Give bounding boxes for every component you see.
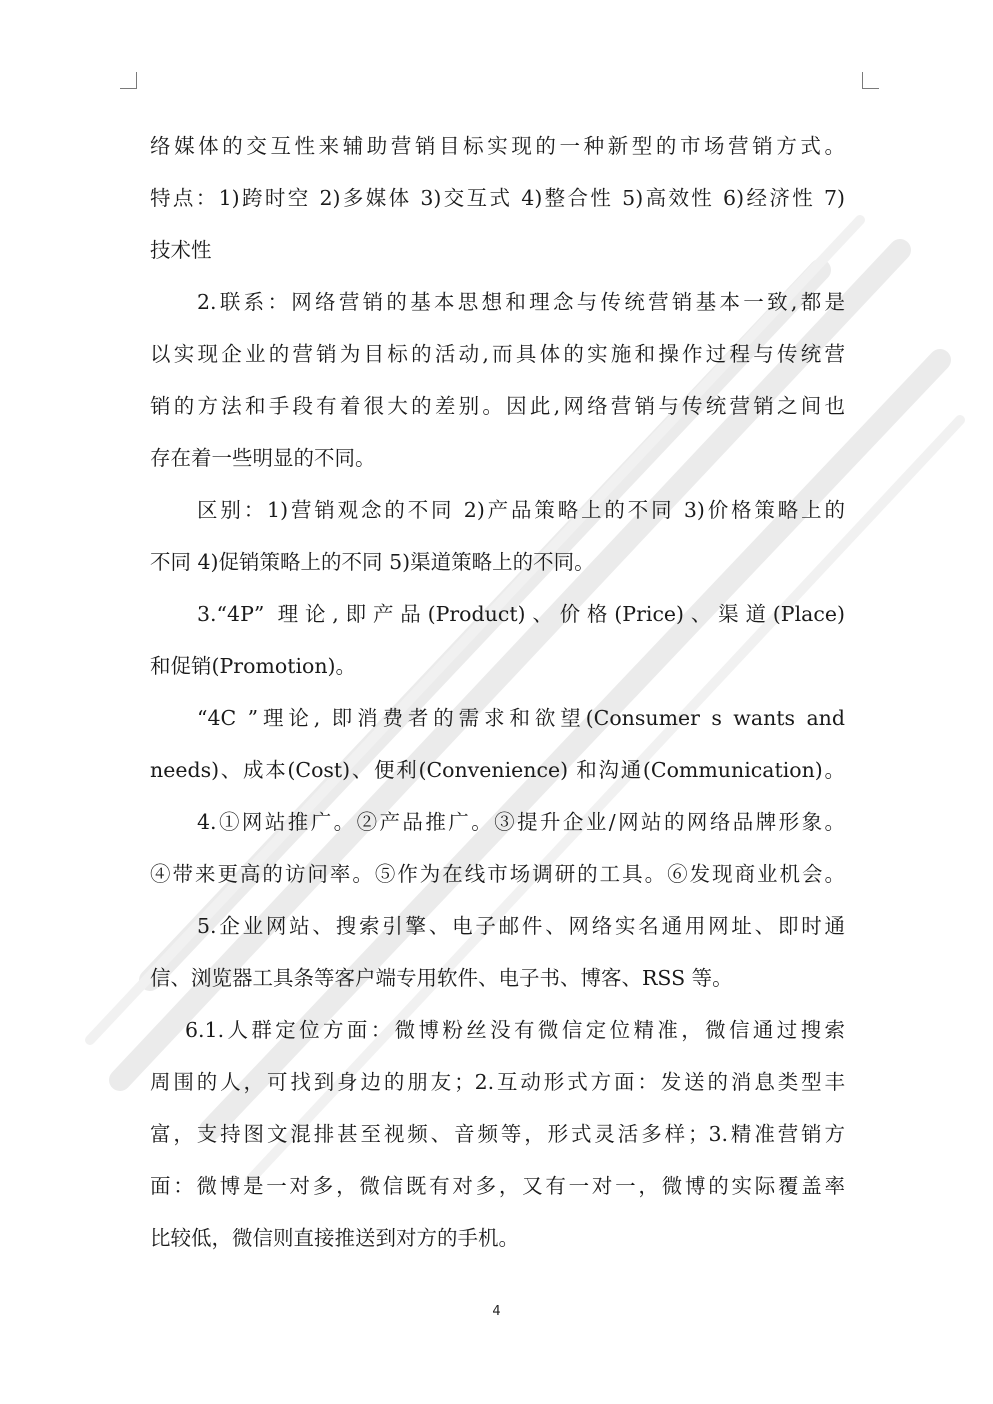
text-line: 面：微博是一对多，微信既有对多，又有一对一，微博的实际覆盖率 — [150, 1174, 845, 1198]
text-line: 3.“4P” 理论,即产品(Product)、价格(Price)、渠道(Place) — [197, 602, 845, 626]
text-line: 富，支持图文混排甚至视频、音频等，形式灵活多样；3.精准营销方 — [150, 1122, 845, 1146]
text-line: 以实现企业的营销为目标的活动,而具体的实施和操作过程与传统营 — [150, 342, 845, 366]
text-line: 周围的人，可找到身边的朋友；2.互动形式方面：发送的消息类型丰 — [150, 1070, 845, 1094]
text-line: 和促销(Promotion)。 — [150, 654, 357, 678]
crop-mark-top-right — [862, 72, 879, 89]
text-line: 络媒体的交互性来辅助营销目标实现的一种新型的市场营销方式。 — [150, 134, 845, 158]
text-line: 信、浏览器工具条等客户端专用软件、电子书、博客、RSS 等。 — [150, 966, 733, 990]
text-line: 销的方法和手段有着很大的差别。因此,网络营销与传统营销之间也 — [150, 394, 845, 418]
page-number: 4 — [492, 1304, 501, 1319]
text-line: 比较低，微信则直接推送到对方的手机。 — [150, 1226, 519, 1250]
text-line: 技术性 — [150, 238, 212, 262]
text-line: 2.联系：网络营销的基本思想和理念与传统营销基本一致,都是 — [197, 290, 845, 314]
text-line: 特点：1)跨时空 2)多媒体 3)交互式 4)整合性 5)高效性 6)经济性 7) — [150, 186, 845, 210]
text-line: 存在着一些明显的不同。 — [150, 446, 376, 470]
text-line: 5.企业网站、搜索引擎、电子邮件、网络实名通用网址、即时通 — [197, 914, 845, 938]
text-line: needs)、成本(Cost)、便利(Convenience) 和沟通(Communication)。 — [150, 758, 845, 782]
text-line: ④带来更高的访问率。⑤作为在线市场调研的工具。⑥发现商业机会。 — [150, 862, 845, 886]
text-line: 6.1.人群定位方面：微博粉丝没有微信定位精准，微信通过搜索 — [185, 1018, 845, 1042]
text-line: “4C ”理论, 即消费者的需求和欲望(Consumer s wants and — [197, 706, 845, 730]
text-line: 4.①网站推广。②产品推广。③提升企业/网站的网络品牌形象。 — [197, 810, 845, 834]
crop-mark-top-left — [120, 72, 137, 89]
text-line: 不同 4)促销策略上的不同 5)渠道策略上的不同。 — [150, 550, 595, 574]
text-line: 区别：1)营销观念的不同 2)产品策略上的不同 3)价格策略上的 — [197, 498, 845, 522]
